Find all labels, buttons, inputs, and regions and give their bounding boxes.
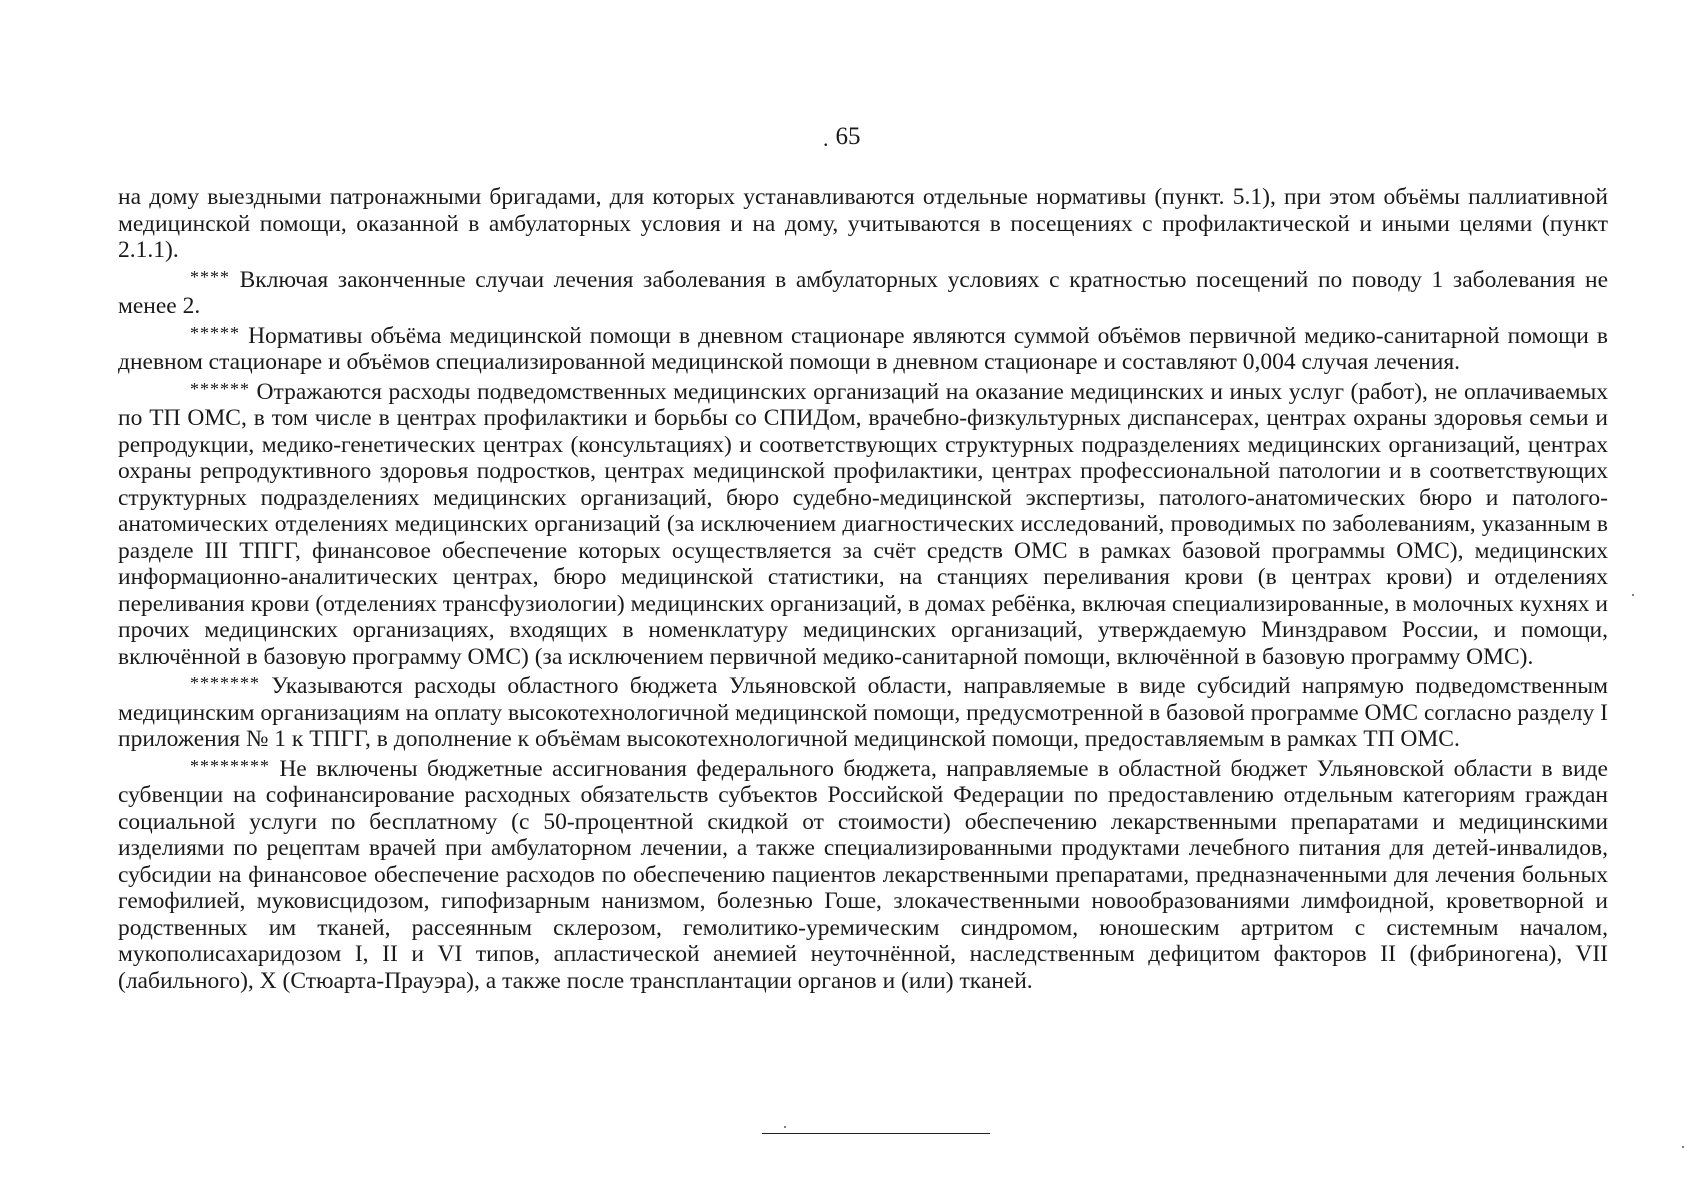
footnote-5-stars: [118, 320, 1608, 376]
footnote-8-stars: [118, 753, 1608, 995]
footnote-4-stars: [118, 264, 1608, 320]
page-number-dot: .: [823, 126, 829, 151]
footnote-marker: ******: [190, 378, 250, 399]
end-rule: [762, 1133, 990, 1134]
footnotes-body: [118, 184, 1608, 994]
footnote-text: Указываются расходы областного бюджета Ульяновской области, направляемые в виде субсидий напрямую подведомственным медицинским организациям на оплату высокотехнологичной медицинской помощи, предусмотренной в базовой программе ОМС согласно разделу I приложения № 1 к ТПГГ, в дополнение к объёмам высокотехнологичной медицинской помощи, предоставляемым в рамках ТП ОМС.: [118, 673, 1608, 752]
footnote-text: Нормативы объёма медицинской помощи в дневном стационаре являются суммой объёмов первичной медико-санитарной помощи в дневном стационаре и объёмов специализированной медицинской помощи в дневном стационаре и составляют 0,004 случая лечения.: [118, 322, 1608, 375]
footnote-text: Включая законченные случаи лечения заболевания в амбулаторных условиях с кратностью посещений по поводу 1 заболевания не менее 2.: [118, 266, 1608, 319]
footnote-marker: ****: [190, 266, 230, 287]
scan-speck: [1682, 1146, 1684, 1148]
footnote-text: на дому выездными патронажными бригадами, для которых устанавливаются отдельные нормативы (пункт. 5.1), при этом объёмы паллиативной медицинской помощи, оказанной в амбулаторных условия и на дому, учитываются в посещениях с профилактической и иными целями (пункт 2.1.1).: [118, 184, 1608, 263]
footnote-continuation: [118, 184, 1608, 264]
page-number: [0, 122, 1696, 152]
page-number-value: 65: [835, 123, 861, 150]
footnote-marker: ********: [190, 755, 270, 776]
scan-speck: [1632, 594, 1634, 596]
footnote-marker: *******: [190, 673, 260, 693]
footnote-text: Отражаются расходы подведомственных медицинских организаций на оказание медицинских и иных услуг (работ), не оплачиваемых по ТП ОМС, в том числе в центрах профилактики и борьбы со СПИДом, врачебно-физкультурных диспансерах, центрах охраны здоровья семьи и репродукции, медико-генетических центрах (консультациях) и соответствующих структурных подразделениях медицинских организаций, центрах охраны репродуктивного здоровья подростков, центрах медицинской профилактики, центрах профессиональной патологии и в соответствующих структурных подразделениях медицинских организаций, бюро судебно-медицинской экспертизы, патолого-анатомических бюро и патолого-анатомических отделениях медицинских организаций (за исключением диагностических исследований, проводимых по заболеваниям, указанным в разделе III ТПГГ, финансовое обеспечение которых осуществляется за счёт средств ОМС в рамках базовой программы ОМС), медицинских информационно-аналитических центрах, бюро медицинской статистики, на станциях переливания крови (в центрах крови) и отделениях переливания крови (отделениях трансфузиологии) медицинских организаций, в домах ребёнка, включая специализированные, в молочных кухнях и прочих медицинских организациях, входящих в номенклатуру медицинских организаций, утверждаемую Минздравом России, и помощи, включённой в базовую программу ОМС) (за исключением первичной медико-санитарной помощи, включённой в базовую программу ОМС).: [118, 378, 1608, 670]
scan-speck: [784, 1126, 786, 1128]
footnote-marker: *****: [190, 322, 240, 343]
footnote-text: Не включены бюджетные ассигнования федерального бюджета, направляемые в областной бюджет Ульяновской области в виде субвенции на софинансирование расходных обязательств субъектов Российской Федерации по предоставлению отдельным категориям граждан социальной услуги по бесплатному (с 50-процентной скидкой от стоимости) обеспечению лекарственными препаратами и медицинскими изделиями по рецептам врачей при амбулаторном лечении, а также специализированными продуктами лечебного питания для детей-инвалидов, субсидии на финансовое обеспечение расходов по обеспечению пациентов лекарственными препаратами, предназначенными для лечения больных гемофилией, муковисцидозом, гипофизарным нанизмом, болезнью Гоше, злокачественными новообразованиями лимфоидной, кроветворной и родственных им тканей, рассеянным склерозом, гемолитико-уремическим синдромом, юношеским артритом с системным началом, мукополисахаридозом I, II и VI типов, апластической анемией неуточнённой, наследственным дефицитом факторов II (фибриногена), VII (лабильного), X (Стюарта-Прауэра), а также после трансплантации органов и (или) тканей.: [118, 755, 1608, 994]
footnote-6-stars: [118, 376, 1608, 671]
footnote-7-stars: [118, 670, 1608, 753]
